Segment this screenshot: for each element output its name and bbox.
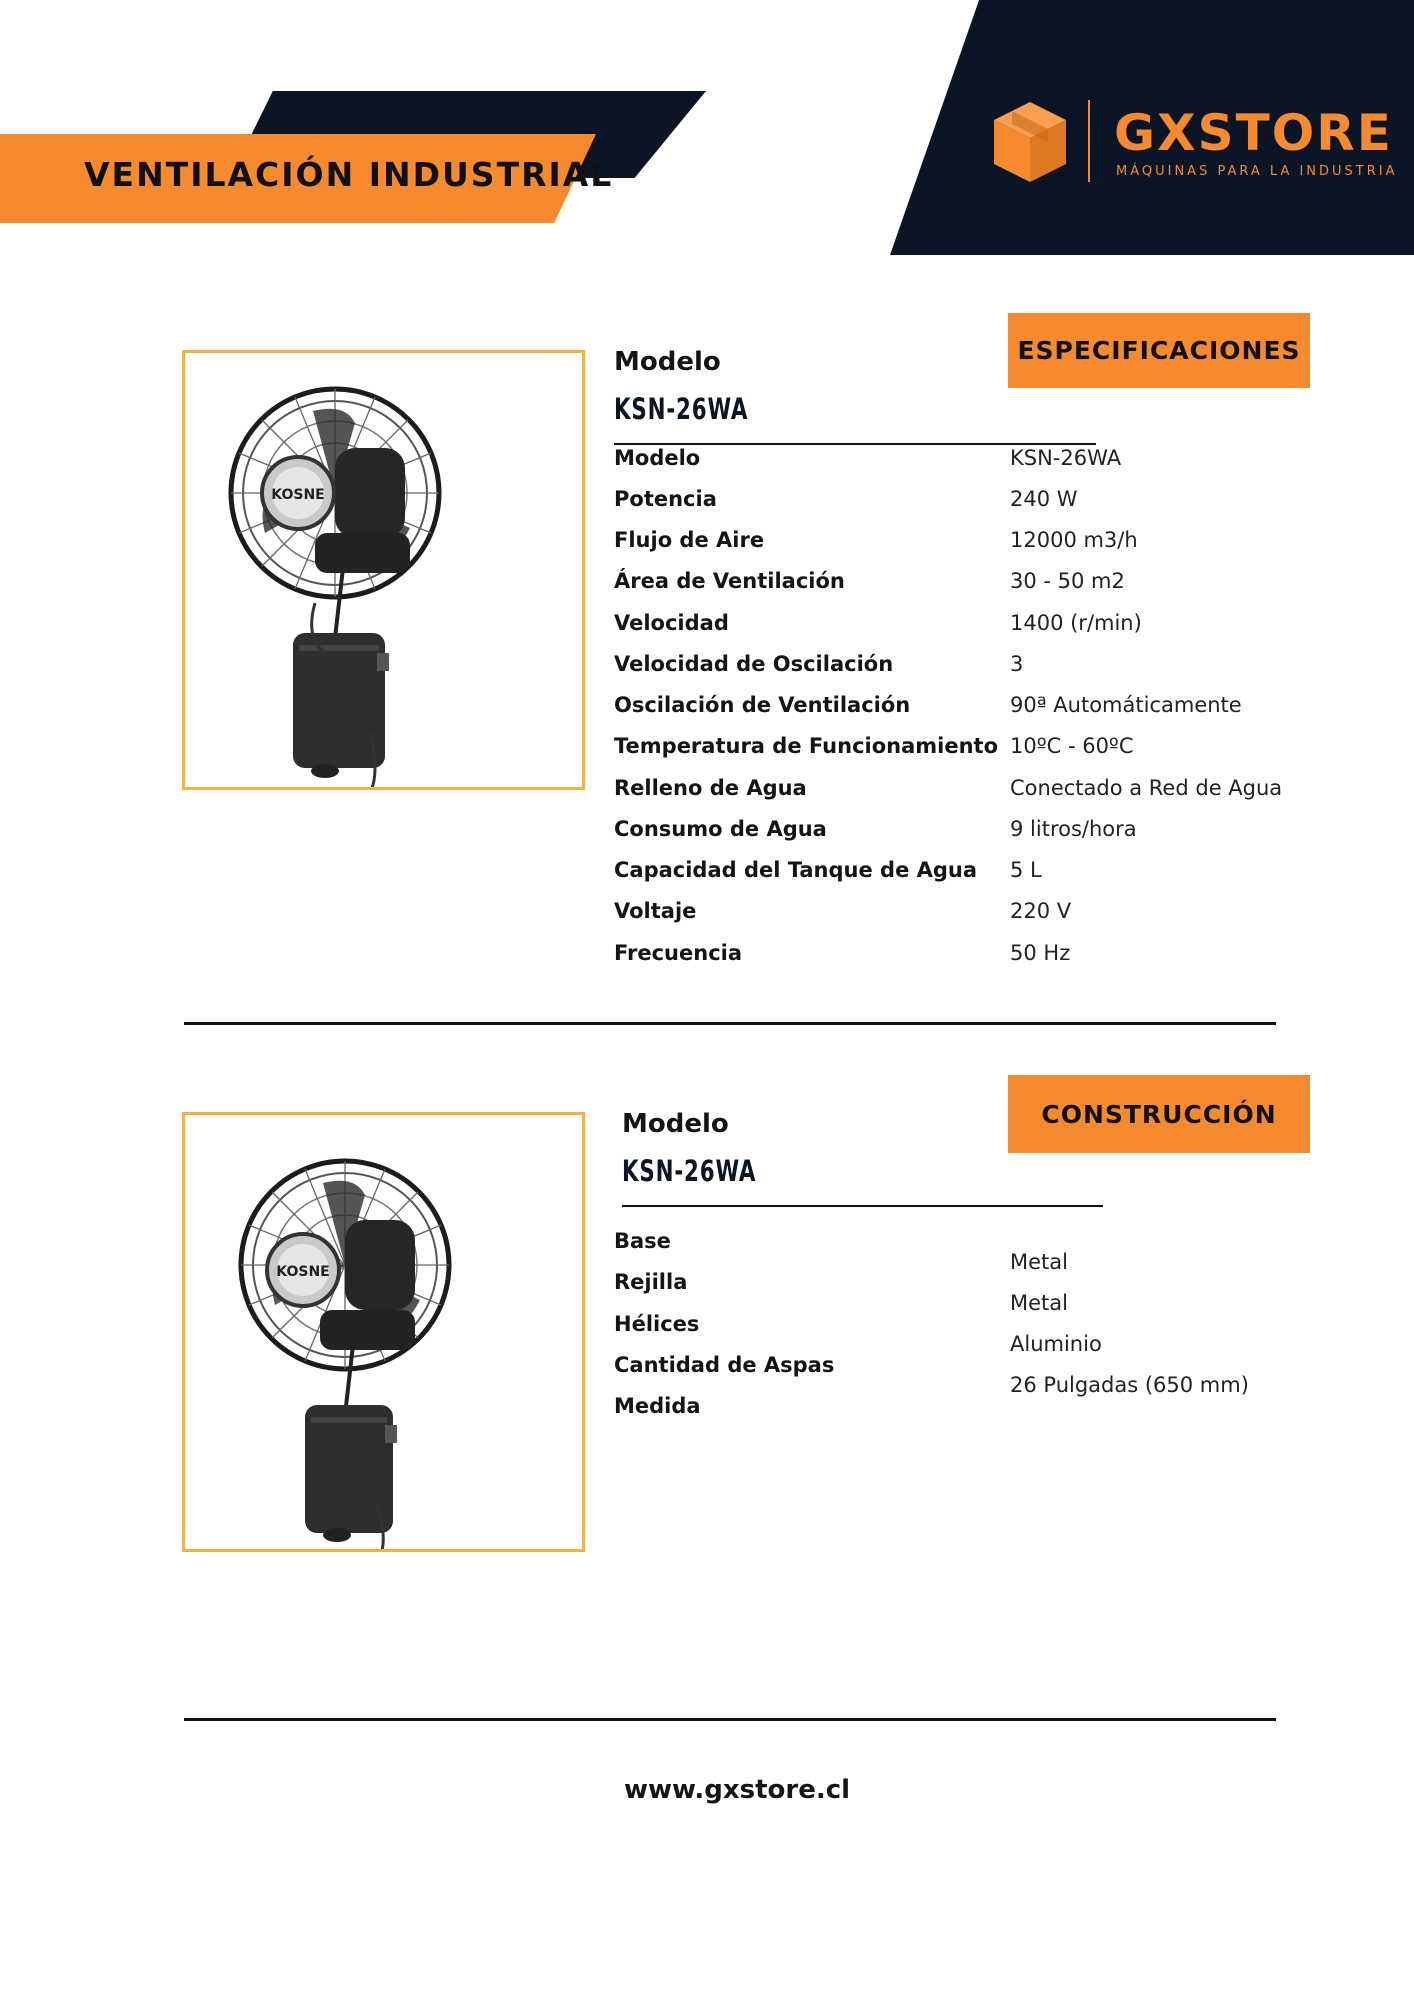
spec-name: Modelo <box>614 446 701 470</box>
spec-value: 10ºC - 60ºC <box>1010 734 1134 758</box>
spec-name: Velocidad <box>614 611 729 635</box>
spec-name: Oscilación de Ventilación <box>614 693 911 717</box>
model-underline <box>614 443 1096 445</box>
spec-value: 9 litros/hora <box>1010 817 1137 841</box>
spec-name: Relleno de Agua <box>614 776 807 800</box>
specs-badge: ESPECIFICACIONES <box>1008 313 1310 388</box>
construction-name: Base <box>614 1229 671 1253</box>
construction-value: Metal <box>1010 1250 1068 1274</box>
svg-text:KOSNE: KOSNE <box>276 1264 330 1280</box>
spec-name: Temperatura de Funcionamiento <box>614 734 999 758</box>
spec-name: Área de Ventilación <box>614 569 845 593</box>
fan-image <box>185 1115 582 1549</box>
brand-logo-text: GXSTORE <box>1114 104 1393 162</box>
construction-name: Cantidad de Aspas <box>614 1353 835 1377</box>
svg-text:KOSNE: KOSNE <box>271 487 325 503</box>
spec-value: 30 - 50 m2 <box>1010 569 1125 593</box>
spec-value: 12000 m3/h <box>1010 528 1138 552</box>
spec-value: 3 <box>1010 652 1024 676</box>
spec-value: 220 V <box>1010 899 1072 923</box>
brand-tagline: MÁQUINAS PARA LA INDUSTRIA <box>1116 164 1398 179</box>
logo-divider <box>1088 100 1090 182</box>
construction-value: 26 Pulgadas (650 mm) <box>1010 1373 1249 1397</box>
spec-value: 1400 (r/min) <box>1010 611 1142 635</box>
cube-icon <box>990 98 1070 184</box>
product-image-frame <box>182 350 585 790</box>
spec-name: Frecuencia <box>614 941 743 965</box>
spec-value: 90ª Automáticamente <box>1010 693 1242 717</box>
product-image-frame <box>182 1112 585 1552</box>
model-code: KSN-26WA <box>622 1154 757 1188</box>
spec-name: Capacidad del Tanque de Agua <box>614 858 978 882</box>
model-code: KSN-26WA <box>614 392 749 426</box>
spec-name: Potencia <box>614 487 717 511</box>
model-label: Modelo <box>614 347 721 377</box>
construction-value: Aluminio <box>1010 1332 1102 1356</box>
construction-badge: CONSTRUCCIÓN <box>1008 1075 1310 1153</box>
model-label: Modelo <box>622 1109 729 1139</box>
fan-image <box>185 353 582 787</box>
spec-name: Velocidad de Oscilación <box>614 652 894 676</box>
construction-value: Metal <box>1010 1291 1068 1315</box>
spec-value: KSN-26WA <box>1010 446 1122 470</box>
spec-name: Voltaje <box>614 899 697 923</box>
section-divider <box>184 1022 1276 1025</box>
spec-value: 240 W <box>1010 487 1078 511</box>
model-underline <box>622 1205 1103 1207</box>
spec-name: Flujo de Aire <box>614 528 765 552</box>
spec-name: Consumo de Agua <box>614 817 827 841</box>
footer-divider <box>184 1718 1276 1721</box>
construction-name: Medida <box>614 1394 701 1418</box>
website-link[interactable]: www.gxstore.cl <box>623 1775 851 1805</box>
construction-name: Rejilla <box>614 1270 688 1294</box>
construction-name: Hélices <box>614 1312 700 1336</box>
category-title: VENTILACIÓN INDUSTRIAL <box>84 155 614 194</box>
spec-value: Conectado a Red de Agua <box>1010 776 1283 800</box>
spec-value: 5 L <box>1010 858 1042 882</box>
spec-value: 50 Hz <box>1010 941 1071 965</box>
